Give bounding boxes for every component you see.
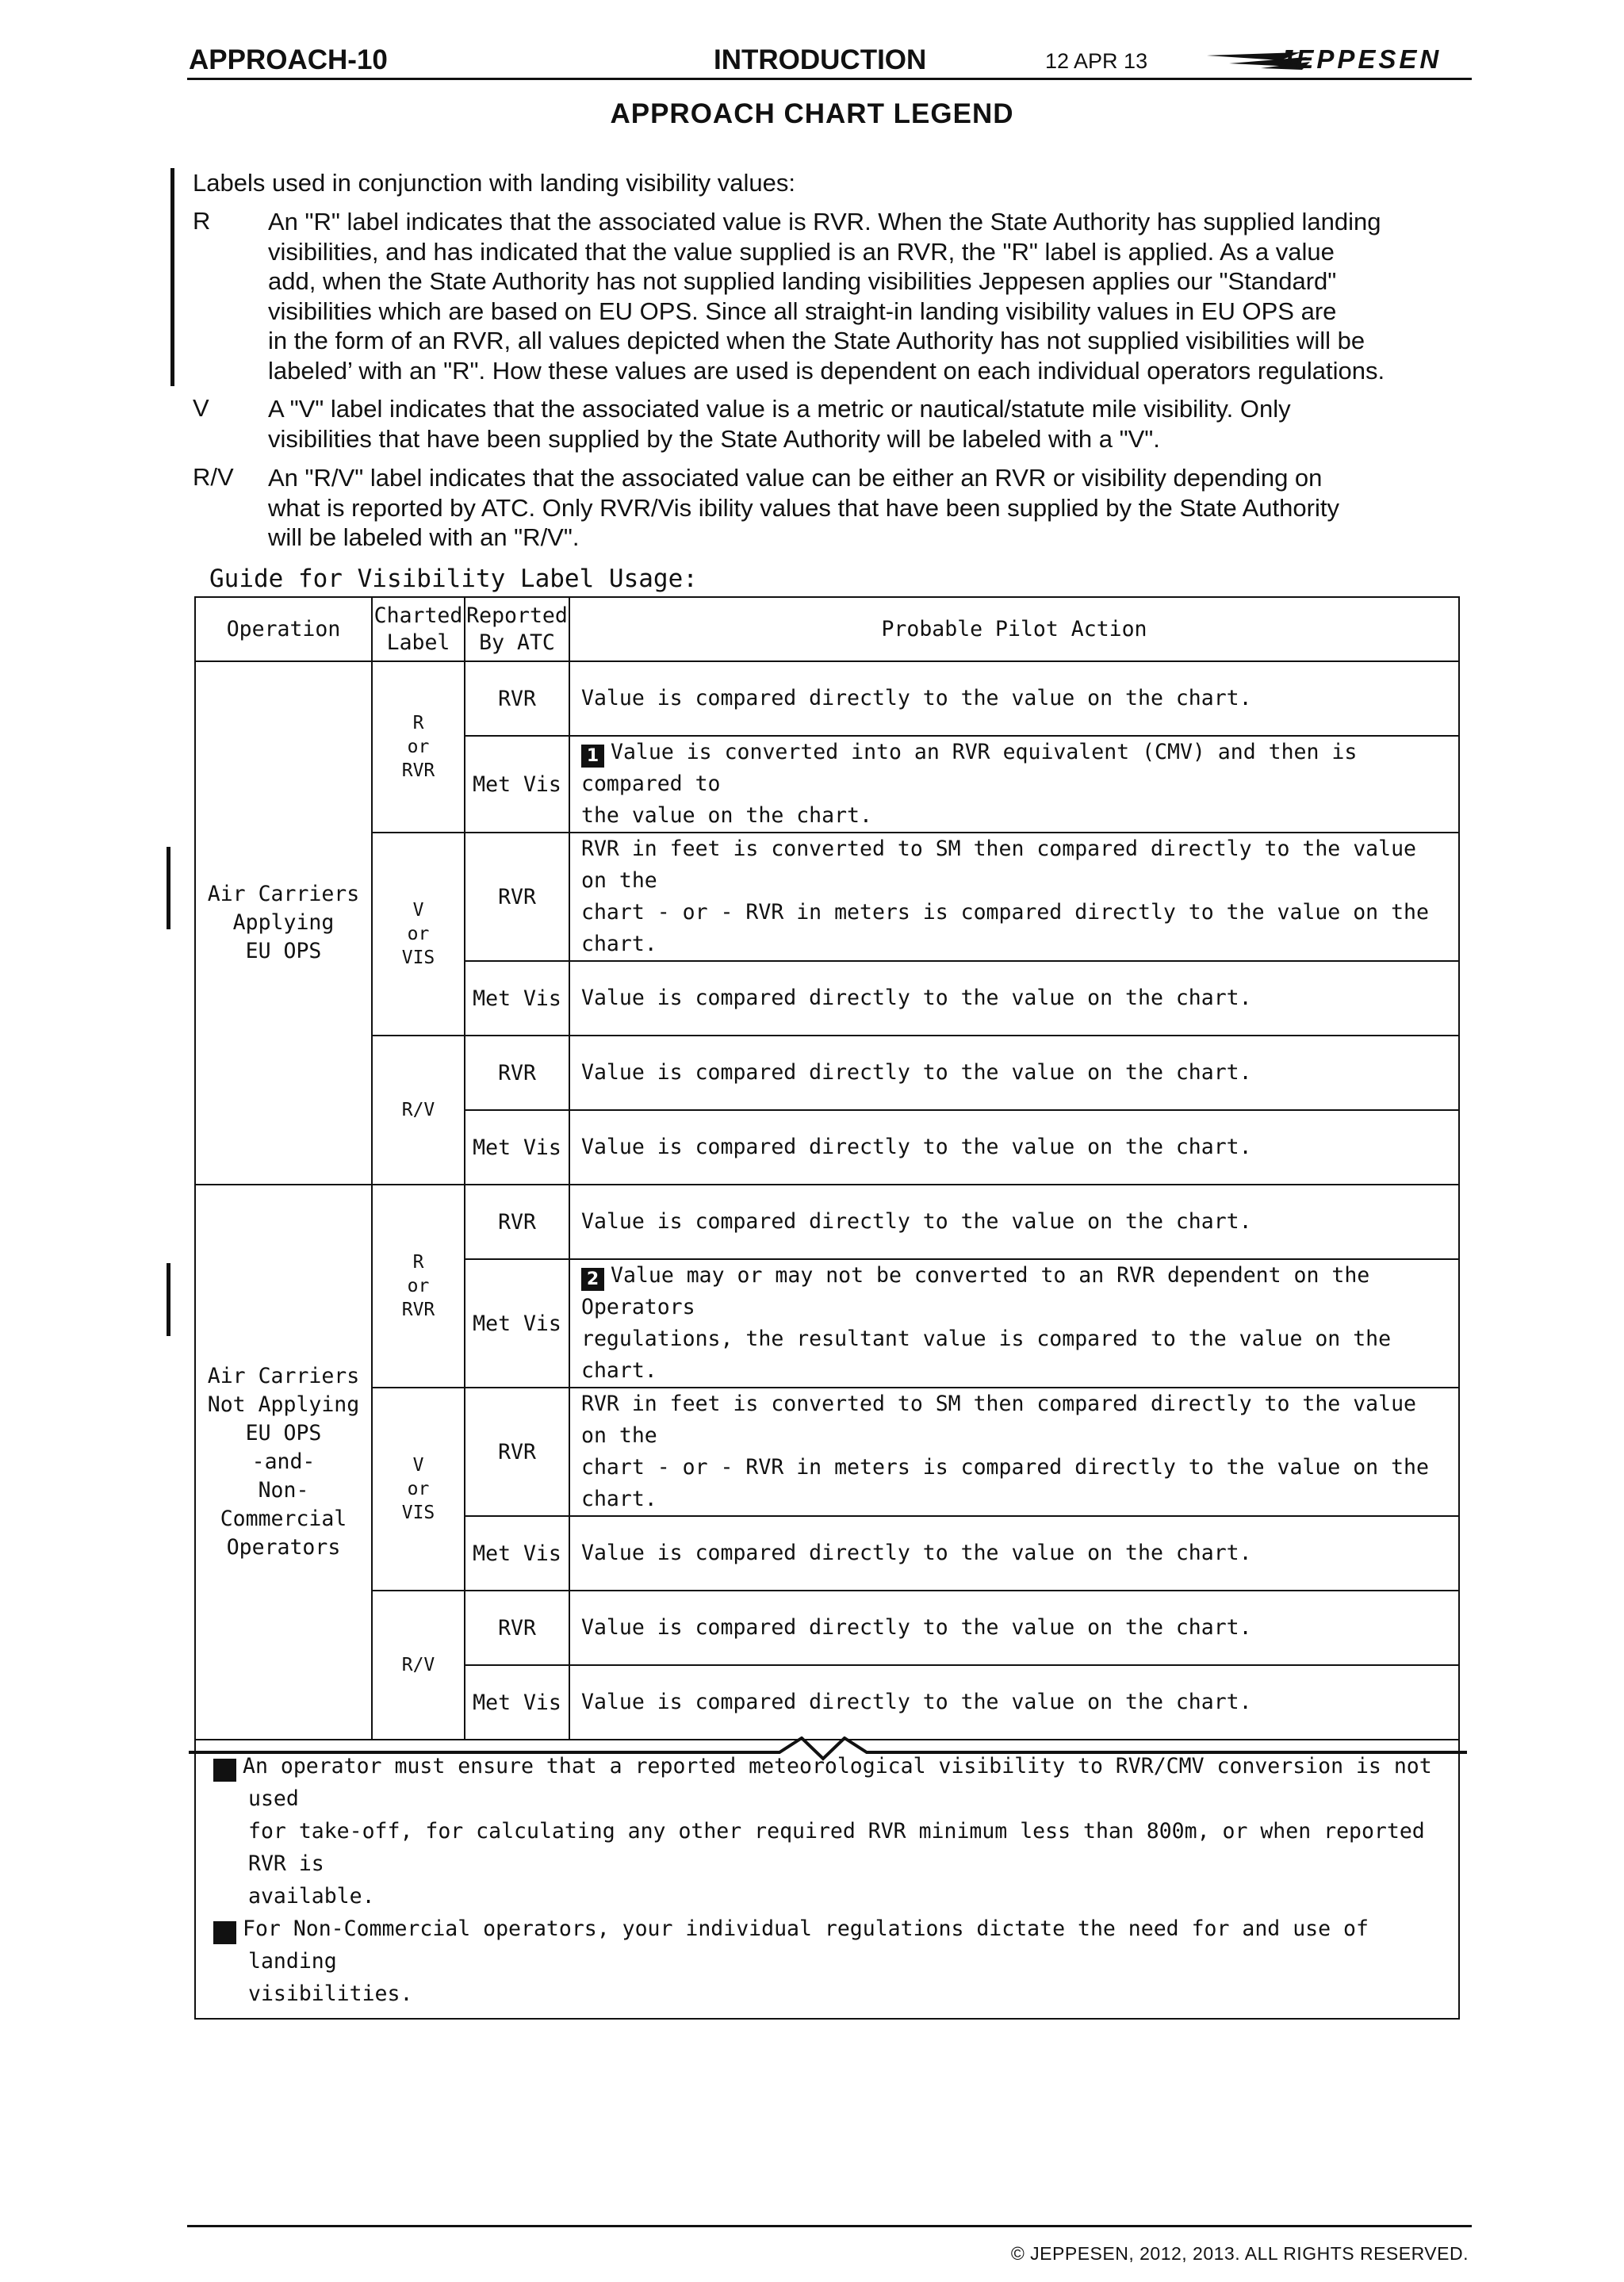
atc-cell: Met Vis [465,1259,569,1388]
action-cell [569,1516,1459,1591]
op-line: Non-Commercial [220,1478,347,1531]
label-line: R/V [401,1655,435,1675]
label-line: or [407,924,430,944]
header-charted-label [372,597,465,661]
label-line: or [407,1479,430,1499]
label-line: RVR [401,1300,435,1320]
revision-date: 12 APR 13 [1045,49,1148,73]
action-line: Value is compared directly to the value on the chart. [581,1135,1252,1159]
op-line: EU OPS [245,1421,322,1445]
label-line: or [407,737,430,757]
atc-cell: RVR [465,833,569,961]
atc-cell: RVR [465,661,569,736]
action-cell [569,661,1459,736]
desc-line: An "R" label indicates that the associated value is RVR. When the State Authority has supplied landing [268,208,1381,235]
operation-cell [195,661,372,1185]
operation-cell [195,1185,372,1740]
action-cell [569,1388,1459,1516]
action-line: Value is compared directly to the value on the chart. [581,1615,1252,1640]
action-cell [569,1591,1459,1665]
footnote-text: for take-off, for calculating any other required RVR minimum less than 800m, or when reported RVR is [248,1819,1425,1876]
label-line: R/V [401,1100,435,1120]
desc-line: visibilities, and has indicated that the value supplied is an RVR, the "R" label is applied. As a value [268,237,1335,266]
footnote-row [195,1740,1459,2019]
header-line: Label [386,630,450,655]
footnotes-cell [195,1740,1459,2019]
charted-label-cell [372,1388,465,1591]
label-code-v: V [193,394,209,422]
action-line [581,737,1454,800]
op-line: -and- [251,1449,316,1474]
header-rule [187,78,1472,80]
header-operation: Operation [195,597,372,661]
intro-text: Labels used in conjunction with landing visibility values: [193,169,795,197]
desc-line: visibilities which are based on EU OPS. Since all straight-in landing visibility values in EU OPS are [268,297,1337,325]
jeppesen-wordmark: JEPPESEN [1278,44,1442,74]
charted-label-cell [372,1036,465,1185]
charted-label-cell [372,833,465,1036]
atc-cell: RVR [465,1591,569,1665]
action-line: Value is compared directly to the value on the chart. [581,1541,1252,1565]
table-row [195,1185,1459,1259]
action-line: chart - or - RVR in meters is compared directly to the value on the chart. [581,1455,1429,1511]
copyright-notice: © JEPPESEN, 2012, 2013. ALL RIGHTS RESERVED. [1010,2243,1469,2264]
note-1-marker: 1 [581,745,604,768]
op-line: Applying [232,910,335,935]
label-desc-r [268,207,1473,385]
action-cell [569,1110,1459,1185]
atc-cell: RVR [465,1185,569,1259]
table-row [195,1388,1459,1516]
desc-line: An "R/V" label indicates that the associated value can be either an RVR or visibility depending on [268,464,1323,492]
jeppesen-logo [1205,43,1475,78]
charted-label-cell [372,1591,465,1740]
atc-cell: Met Vis [465,736,569,833]
header-line: Reported [466,603,568,628]
table-row [195,833,1459,961]
header-line: Charted [373,603,463,628]
action-line: chart - or - RVR in meters is compared directly to the value on the chart. [581,900,1429,956]
label-desc-rv [268,463,1473,553]
header-action: Probable Pilot Action [569,597,1459,661]
change-bar [170,168,174,386]
footnote-text: An operator must ensure that a reported meteorological visibility to RVR/CMV conversion is not used [243,1754,1432,1811]
guide-title: Guide for Visibility Label Usage: [209,565,698,593]
desc-line: add, when the State Authority has not supplied landing visibilities Jeppesen applies our "Standard" [268,267,1337,295]
action-line: Value is compared directly to the value on the chart. [581,1690,1252,1714]
action-line: RVR in feet is converted to SM then compared directly to the value on the [581,1392,1416,1448]
label-line: R [412,1252,424,1273]
footnote-2 [201,1913,1447,1978]
footnote-text: available. [248,1884,375,1909]
action-line: Value is compared directly to the value on the chart. [581,686,1252,710]
action-line: RVR in feet is converted to SM then compared directly to the value on the [581,837,1416,893]
change-bar [167,1263,170,1336]
atc-cell: Met Vis [465,1665,569,1740]
atc-cell: Met Vis [465,961,569,1036]
desc-line: will be labeled with an "R/V". [268,523,580,551]
label-line: RVR [401,760,435,781]
label-line: VIS [401,948,435,968]
desc-line: in the form of an RVR, all values depicted when the State Authority has not supplied visibilities will be [268,327,1365,354]
header-reported-by-atc [465,597,569,661]
section-end-divider [189,1736,1467,1776]
desc-line: visibilities that have been supplied by the State Authority will be labeled with a "V". [268,424,1160,453]
charted-label-cell [372,1185,465,1388]
action-text: Value may or may not be converted to an RVR dependent on the Operators [581,1263,1370,1319]
footnote-text: visibilities. [248,1981,413,2006]
visibility-label-table [194,596,1460,2020]
action-cell [569,1259,1459,1388]
op-line: EU OPS [245,939,322,963]
label-line: V [412,1455,424,1476]
action-line [581,1260,1454,1323]
footnote-text: For Non-Commercial operators, your individual regulations dictate the need for and use of landing [243,1916,1369,1974]
atc-cell: RVR [465,1388,569,1516]
note-2-marker: 2 [581,1268,604,1291]
op-line: Not Applying [207,1392,360,1417]
action-line: Value is compared directly to the value on the chart. [581,1209,1252,1234]
label-code-r: R [193,207,211,235]
note-2-marker: 2 [213,1921,236,1944]
action-cell [569,1185,1459,1259]
table-row [195,661,1459,736]
label-line: VIS [401,1503,435,1523]
change-bar [167,847,170,929]
action-line: Value is compared directly to the value on the chart. [581,1060,1252,1085]
table-row [195,1036,1459,1110]
atc-cell: Met Vis [465,1516,569,1591]
action-line: the value on the chart. [581,803,872,828]
atc-cell: RVR [465,1036,569,1110]
action-line: regulations, the resultant value is compared to the value on the chart. [581,1327,1392,1383]
page-title: APPROACH CHART LEGEND [610,98,1014,129]
footer-rule [187,2225,1472,2227]
desc-line: A "V" label indicates that the associated value is a metric or nautical/statute mile visibility. Only [268,395,1291,423]
charted-label-cell [372,661,465,833]
label-line: R [412,713,424,733]
table-row [195,1591,1459,1665]
action-cell [569,1665,1459,1740]
action-cell [569,833,1459,961]
section-id: APPROACH-10 [189,44,388,75]
label-desc-v [268,394,1473,454]
label-code-rv: R/V [193,463,234,491]
table-header-row [195,597,1459,661]
header-line: By ATC [479,630,555,655]
atc-cell: Met Vis [465,1110,569,1185]
desc-line: what is reported by ATC. Only RVR/Vis ibility values that have been supplied by the State Authority [268,493,1339,522]
desc-line: labeled’ with an "R". How these values are used is dependent on each individual operators regulations. [268,356,1385,385]
action-cell [569,1036,1459,1110]
action-line: Value is compared directly to the value on the chart. [581,986,1252,1010]
action-cell [569,736,1459,833]
note-1-marker: 1 [213,1759,236,1782]
op-line: Air Carriers [207,1364,360,1388]
op-line: Operators [226,1535,341,1560]
action-cell [569,961,1459,1036]
label-line: V [412,900,424,921]
section-title: INTRODUCTION [714,44,927,75]
label-line: or [407,1276,430,1296]
action-text: Value is converted into an RVR equivalent (CMV) and then is compared to [581,740,1358,796]
op-line: Air Carriers [207,882,360,906]
